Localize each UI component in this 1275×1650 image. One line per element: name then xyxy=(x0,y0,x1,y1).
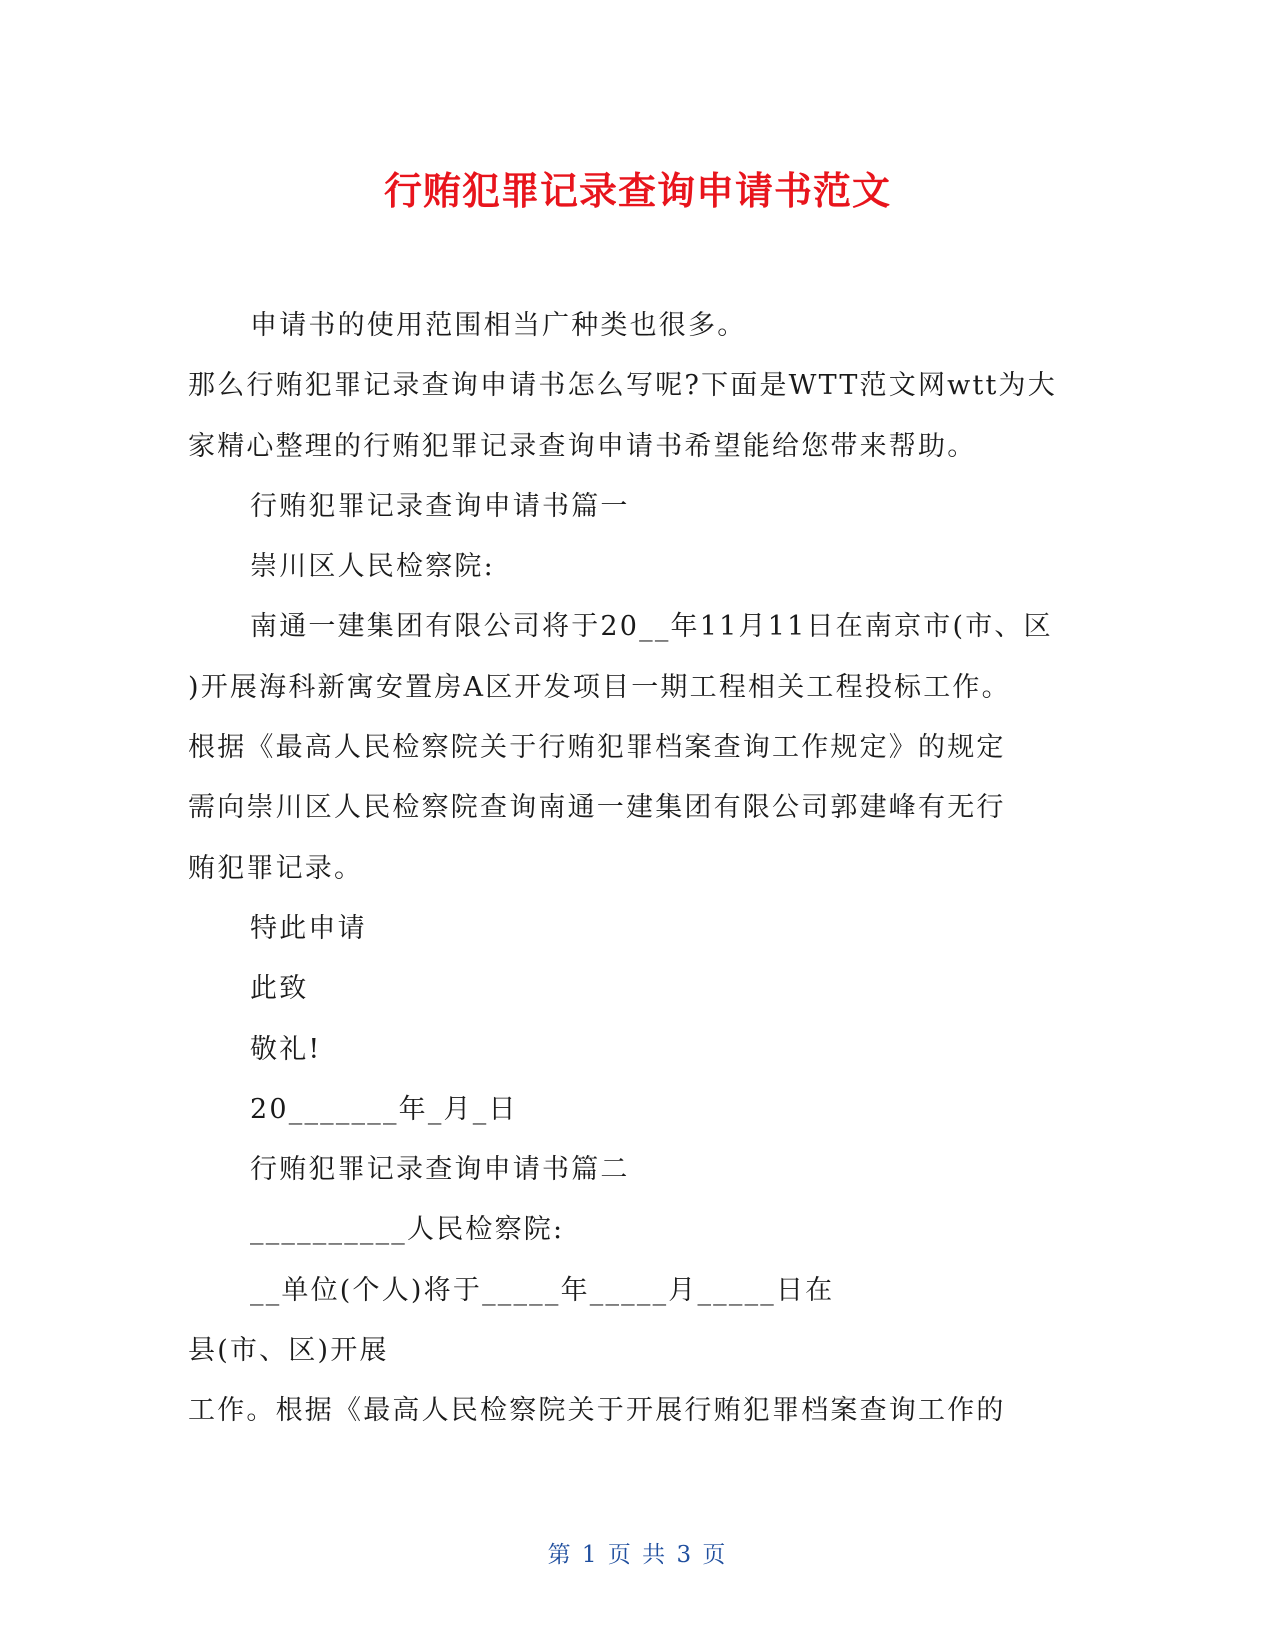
paragraph-body-cont: 工作。根据《最高人民检察院关于开展行贿犯罪档案查询工作的 xyxy=(188,1395,1006,1427)
paragraph-body-cont: 县(市、区)开展 xyxy=(188,1335,389,1367)
date-line: 20_______年_月_日 xyxy=(250,1093,518,1125)
closing-line: 此致 xyxy=(250,973,309,1005)
paragraph-intro-cont: 家精心整理的行贿犯罪记录查询申请书希望能给您带来帮助。 xyxy=(188,430,977,462)
section-heading-2: 行贿犯罪记录查询申请书篇二 xyxy=(250,1154,630,1186)
paragraph-intro: 申请书的使用范围相当广种类也很多。 xyxy=(250,310,747,341)
paragraph-body-cont: 根据《最高人民检察院关于行贿犯罪档案查询工作规定》的规定 xyxy=(188,732,1006,764)
closing-line: 敬礼! xyxy=(250,1033,322,1065)
salutation: __________人民检察院: xyxy=(250,1214,565,1246)
section-heading-1: 行贿犯罪记录查询申请书篇一 xyxy=(250,490,630,522)
closing-line: 特此申请 xyxy=(250,912,367,944)
document-body xyxy=(188,296,1088,1442)
page-number: 第 1 页 共 3 页 xyxy=(547,1542,728,1568)
paragraph-body-cont: 贿犯罪记录。 xyxy=(188,852,364,884)
paragraph-intro-cont: 那么行贿犯罪记录查询申请书怎么写呢?下面是WTT范文网wtt为大 xyxy=(188,370,1057,402)
document-title: 行贿犯罪记录查询申请书范文 xyxy=(383,169,891,213)
paragraph-body-cont: 需向崇川区人民检察院查询南通一建集团有限公司郭建峰有无行 xyxy=(188,792,1006,824)
salutation: 崇川区人民检察院: xyxy=(250,551,495,583)
paragraph-body-cont: )开展海科新寓安置房A区开发项目一期工程相关工程投标工作。 xyxy=(188,671,1011,703)
paragraph-body: 南通一建集团有限公司将于20__年11月11日在南京市(市、区 xyxy=(250,611,1053,643)
paragraph-body: __单位(个人)将于_____年_____月_____日在 xyxy=(250,1274,835,1306)
